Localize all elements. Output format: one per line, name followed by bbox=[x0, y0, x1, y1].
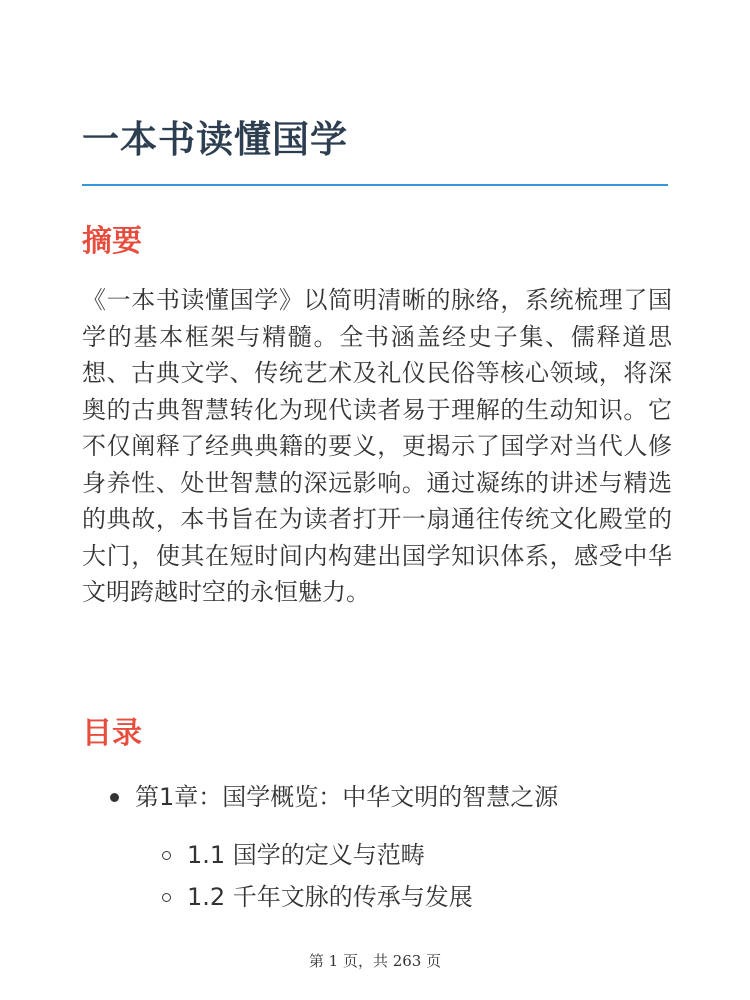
toc-chapter-label: 第1章：国学概览：中华文明的智慧之源 bbox=[135, 783, 559, 811]
toc-section-item[interactable] bbox=[162, 880, 473, 914]
toc-chapter-item[interactable] bbox=[110, 780, 558, 814]
bullet-circle-icon bbox=[162, 851, 171, 860]
toc-section-item[interactable] bbox=[162, 838, 425, 872]
document-title: 一本书读懂国学 bbox=[82, 118, 348, 161]
bullet-circle-icon bbox=[162, 893, 171, 902]
title-divider bbox=[82, 184, 668, 186]
abstract-heading: 摘要 bbox=[82, 224, 142, 259]
toc-section-label: 1.2 千年文脉的传承与发展 bbox=[187, 883, 473, 911]
abstract-body: 《一本书读懂国学》以简明清晰的脉络，系统梳理了国学的基本框架与精髓。全书涵盖经史子集、儒释道思想、古典文学、传统艺术及礼仪民俗等核心领域，将深奥的古典智慧转化为现代读者易于理解的生动知识。它不仅阐释了经典典籍的要义，更揭示了国学对当代人修身养性、处世智慧的深远影响。通过凝练的讲述与精选的典故，本书旨在为读者打开一扇通往传统文化殿堂的大门，使其在短时间内构建出国学知识体系，感受中华文明跨越时空的永恒魅力。 bbox=[82, 286, 672, 606]
page-number-footer: 第 1 页，共 263 页 bbox=[308, 952, 442, 970]
toc-heading: 目录 bbox=[82, 716, 142, 751]
toc-section-label: 1.1 国学的定义与范畴 bbox=[187, 841, 425, 869]
bullet-disc-icon bbox=[110, 793, 119, 802]
